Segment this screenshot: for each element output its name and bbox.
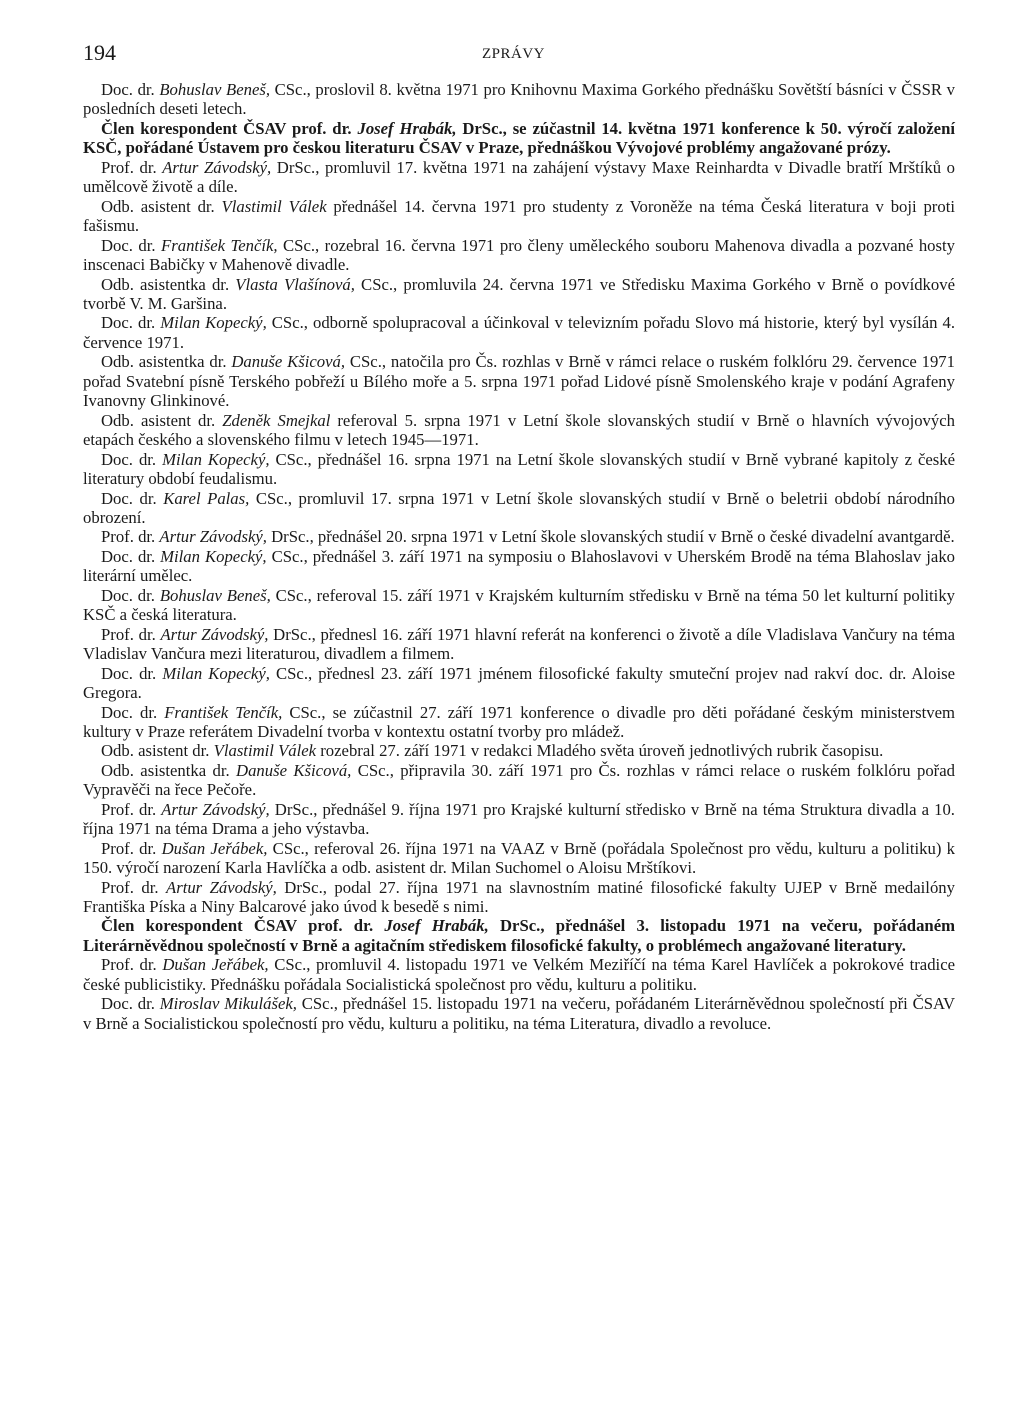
- report-body: [83, 80, 955, 1033]
- entry-prefix: Prof. dr.: [101, 955, 163, 975]
- entry-text: DrSc., přednášel 3. listopadu 1971 na večeru, pořádaném Literárněvědnou společností v Brně a agitačním střediskem filosofické fakulty, o problémech angažované literatury.: [83, 916, 956, 955]
- report-entry: [83, 916, 955, 955]
- entry-text: rozebral 27. září 1971 v redakci Mladého světa úroveň jednotlivých rubrik časopisu.: [316, 741, 884, 761]
- entry-text: DrSc., promluvil 17. května 1971 na zahájení výstavy Maxe Reinhardta v Divadle bratří Mrštíků o umělcově životě a díle.: [83, 157, 956, 197]
- entry-prefix: Doc. dr.: [101, 449, 163, 469]
- person-name: Milan Kopecký,: [162, 663, 270, 683]
- person-name: Danuše Kšicová,: [231, 352, 346, 372]
- entry-prefix: Doc. dr.: [101, 702, 165, 722]
- report-entry: [83, 625, 955, 664]
- person-name: Artur Závodský,: [162, 157, 272, 177]
- entry-text: CSc., přednášel 3. září 1971 na symposiu o Blahoslavovi v Uherském Brodě na téma Blahoslav jako literární umělec.: [83, 546, 956, 586]
- report-entry: [83, 352, 955, 410]
- entry-text: CSc., promluvil 17. srpna 1971 v Letní škole slovanských studií v Brně o beletrii období národního obrození.: [83, 488, 955, 527]
- report-entry: [83, 450, 955, 489]
- report-entry: [83, 994, 955, 1033]
- person-name: Dušan Jeřábek,: [161, 838, 268, 858]
- person-name: Karel Palas,: [163, 488, 250, 508]
- report-entry: [83, 411, 955, 450]
- entry-text: CSc., promluvila 24. června 1971 ve Středisku Maxima Gorkého v Brně o povídkové tvorbě V. M. Garšina.: [83, 274, 955, 313]
- report-entry: [83, 119, 955, 158]
- report-entry: [83, 197, 955, 236]
- entry-prefix: Doc. dr.: [101, 994, 160, 1014]
- entry-prefix: Prof. dr.: [101, 157, 163, 177]
- entry-prefix: Doc. dr.: [101, 313, 161, 333]
- entry-text: CSc., natočila pro Čs. rozhlas v Brně v rámci relace o ruském folklóru 29. července 1971 pořad Svatební písně Terského pobřeží u Bílého moře a 5. srpna 1971 pořad Lidové písně Smolenského kraje v podání Agrafeny Ivanovny Glinkinové.: [83, 352, 955, 411]
- person-name: Milan Kopecký,: [160, 546, 267, 566]
- entry-text: CSc., přednášel 16. srpna 1971 na Letní škole slovanských studií v Brně vybrané kapitoly z české literatury období feudalismu.: [83, 449, 956, 489]
- entry-text: CSc., se zúčastnil 27. září 1971 konference o divadle pro děti pořádané českým ministerstvem kultury v Praze referátem Divadelní tvorba v kontextu ostatní tvorby pro mládež.: [83, 702, 956, 741]
- entry-prefix: Odb. asistentka dr.: [101, 352, 232, 372]
- entry-text: DrSc., přednášel 9. října 1971 pro Krajské kulturní středisko v Brně na téma Struktura divadla a 10. října 1971 na téma Drama a jeho výstavba.: [83, 799, 955, 839]
- entry-prefix: Doc. dr.: [101, 663, 163, 683]
- report-entry: [83, 878, 955, 917]
- person-name: Artur Závodský,: [160, 624, 269, 644]
- report-entry: [83, 761, 955, 800]
- report-entry: [83, 236, 955, 275]
- person-name: Miroslav Mikulášek,: [159, 994, 297, 1014]
- entry-prefix: Odb. asistent dr.: [101, 410, 223, 430]
- person-name: Milan Kopecký,: [160, 313, 267, 333]
- entry-prefix: Doc. dr.: [101, 546, 161, 566]
- report-entry: [83, 527, 955, 546]
- report-entry: [83, 489, 955, 528]
- entry-prefix: Prof. dr.: [101, 799, 162, 819]
- page-number: 194: [83, 40, 116, 65]
- entry-text: CSc., přednesl 23. září 1971 jménem filosofické fakulty smuteční projev nad rakví doc. dr. Aloise Gregora.: [83, 663, 955, 703]
- entry-prefix: Doc. dr.: [101, 488, 164, 508]
- entry-prefix: Doc. dr.: [101, 80, 160, 99]
- entry-prefix: Prof. dr.: [101, 877, 166, 897]
- entry-text: CSc., připravila 30. září 1971 pro Čs. rozhlas v rámci relace o ruském folklóru pořad Vypravěči na řece Pečoře.: [83, 760, 955, 800]
- entry-text: CSc., rozebral 16. června 1971 pro členy uměleckého souboru Mahenova divadla a pozvané hosty inscenaci Babičky v Mahenově divadle.: [83, 235, 956, 275]
- entry-prefix: Odb. asistentka dr.: [101, 760, 237, 780]
- report-entry: [83, 955, 955, 994]
- entry-prefix: Prof. dr.: [101, 838, 162, 858]
- report-entry: [83, 80, 955, 119]
- entry-prefix: Doc. dr.: [101, 235, 162, 255]
- entry-text: CSc., referoval 26. října 1971 na VAAZ v Brně (pořádala Společnost pro vědu, kulturu a politiku) k 150. výročí narození Karla Havlíčka a odb. asistent dr. Milan Suchomel o Aloisu Mrštíkovi.: [83, 838, 955, 878]
- entry-prefix: Člen korespondent ČSAV prof. dr.: [101, 118, 358, 138]
- entry-text: DrSc., přednesl 16. září 1971 hlavní referát na konferenci o životě a díle Vladislava Vančury na téma Vladislav Vančura mezi literaturou, divadlem a filmem.: [83, 624, 955, 664]
- person-name: Artur Závodský,: [166, 877, 277, 897]
- entry-prefix: Prof. dr.: [101, 527, 160, 547]
- report-entry: [83, 313, 955, 352]
- entry-text: CSc., proslovil 8. května 1971 pro Knihovnu Maxima Gorkého přednášku Sovětští básníci v ČSSR v posledních deseti letech.: [83, 80, 955, 119]
- entry-prefix: Doc. dr.: [101, 585, 160, 605]
- person-name: Josef Hrabák,: [357, 118, 457, 138]
- person-name: Milan Kopecký,: [162, 449, 270, 469]
- entry-text: CSc., přednášel 15. listopadu 1971 na večeru, pořádaném Literárněvědnou společností při ČSAV v Brně a Socialistickou společností pro vědu, kulturu a politiku, na téma Literatura, divadlo a revoluce.: [83, 994, 955, 1033]
- entry-text: CSc., promluvil 4. listopadu 1971 ve Velkém Meziříčí na téma Karel Havlíček a pokrokové tradice české publicistiky. Přednášku pořádala Socialistická společnost pro vědu, kulturu a politiku.: [83, 955, 956, 994]
- person-name: Vlasta Vlašínová,: [235, 274, 355, 294]
- entry-prefix: Prof. dr.: [101, 624, 161, 644]
- report-entry: [83, 839, 955, 878]
- entry-text: referoval 5. srpna 1971 v Letní škole slovanských studií v Brně o hlavních vývojových etapách českého a slovenského filmu v letech 1945—1971.: [83, 410, 955, 450]
- report-entry: [83, 586, 955, 625]
- report-entry: [83, 703, 955, 742]
- person-name: Josef Hrabák,: [384, 916, 489, 936]
- report-entry: [83, 275, 955, 314]
- person-name: Vlastimil Válek: [221, 196, 327, 216]
- entry-text: DrSc., se zúčastnil 14. května 1971 konference k 50. výročí založení KSČ, pořádané Ústavem pro českou literaturu ČSAV v Praze, přednáškou Vývojové problémy angažované prózy.: [83, 118, 956, 158]
- entry-text: DrSc., podal 27. října 1971 na slavnostním matiné filosofické fakulty UJEP v Brně medailóny Františka Píska a Niny Balcarové jako úvod k besedě s nimi.: [83, 877, 955, 917]
- entry-prefix: Odb. asistentka dr.: [101, 274, 236, 294]
- entry-text: DrSc., přednášel 20. srpna 1971 v Letní škole slovanských studií v Brně o české divadelní avantgardě.: [266, 527, 955, 547]
- entry-prefix: Odb. asistent dr.: [101, 741, 214, 761]
- report-entry: [83, 547, 955, 586]
- running-head: ZPRÁVY: [482, 46, 546, 62]
- entry-prefix: Odb. asistent dr.: [101, 196, 222, 216]
- report-entry: [83, 158, 955, 197]
- entry-text: CSc., referoval 15. září 1971 v Krajském kulturním středisku v Brně na téma 50 let kulturní politiky KSČ a česká literatura.: [83, 585, 956, 625]
- person-name: Dušan Jeřábek,: [162, 955, 269, 975]
- report-entry: [83, 800, 955, 839]
- person-name: Artur Závodský,: [159, 527, 267, 547]
- person-name: Danuše Kšicová,: [236, 760, 352, 780]
- entry-text: přednášel 14. června 1971 pro studenty z Voroněže na téma Česká literatura v boji proti fašismu.: [83, 196, 955, 236]
- person-name: František Tenčík,: [164, 702, 283, 722]
- person-name: Bohuslav Beneš,: [159, 585, 271, 605]
- person-name: Bohuslav Beneš,: [159, 80, 271, 99]
- entry-prefix: Člen korespondent ČSAV prof. dr.: [101, 916, 385, 936]
- person-name: Artur Závodský,: [161, 799, 270, 819]
- report-entry: [83, 741, 955, 760]
- entry-text: CSc., odborně spolupracoval a účinkoval v televizním pořadu Slovo má historie, který byl vysílán 4. července 1971.: [83, 313, 956, 352]
- person-name: František Tenčík,: [161, 235, 278, 255]
- report-entry: [83, 664, 955, 703]
- person-name: Zdeněk Smejkal: [222, 410, 331, 430]
- person-name: Vlastimil Válek: [213, 741, 317, 761]
